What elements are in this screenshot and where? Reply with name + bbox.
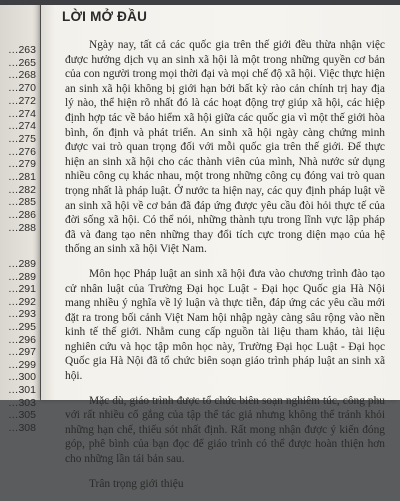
toc-page-number: …289 [7,258,36,270]
toc-page-number: …300 [7,371,36,384]
toc-page-number: …305 [7,409,36,422]
page-heading: LỜI MỞ ĐẦU [62,9,148,24]
toc-page-number: …288 [7,221,36,234]
toc-page-number: …263 [7,44,36,56]
toc-page-number: …272 [7,94,36,107]
paragraph-signoff: Trân trọng giới thiệu [89,477,184,490]
toc-page-number: …308 [7,421,36,434]
toc-page-number: …281 [7,171,36,183]
toc-page-number: …301 [7,384,36,396]
toc-page-number: …279 [7,158,36,171]
paragraph-intro: Ngày nay, tất cả các quốc gia trên thế giới đều thừa nhận việc được hưởng dịch vụ an sinh xã hội là một trong những quyền cơ bản của con người trong mọi thời đại và mọi chế độ xã hội. Việc thực hiện an sinh xã hội không bị giới hạn bởi bất kỳ rào cản chính trị hay địa lý nào, thể hiện rõ nhất đó là các hoạt động trợ giúp xã hội, các hiệp định hợp tác về bảo hiểm xã hội giữa các quốc gia vì một thế giới hòa bình, ổn định và phát triển. An sinh xã hội ngày càng chứng minh được vai trò quan trọng đối với mỗi quốc gia trên thế giới. Để thực hiện an sinh xã hội cho các thành viên của mình, Nhà nước sử dụng nhiều công cụ khác nhau, một trong những công cụ đóng vai trò quan trọng nhất là pháp luật. Ở nước ta hiện nay, các quy định pháp luật về an sinh xã hội về cơ bản đã đáp ứng được yêu cầu đòi hỏi thực tế của đời sống xã hội. Có thể nói, những thành tựu trong lĩnh vực lập pháp đã và đang tạo nên những thay đổi tích cực trong diện mạo của hệ thống an sinh xã hội Việt Nam. [65,39,385,256]
toc-page-number: …270 [7,82,36,95]
toc-page-number: …289 [7,270,36,283]
book-page [41,0,400,490]
toc-page-number: …293 [7,308,36,321]
toc-page-number: …296 [7,333,36,346]
toc-page-number: …275 [7,132,36,145]
toc-page-number: …274 [7,107,36,120]
toc-page-number: …292 [7,295,36,308]
toc-page-number: …303 [7,396,36,409]
paragraph-course: Môn học Pháp luật an sinh xã hội đưa vào chương trình đào tạo cử nhân luật của Trường Đại học Luật - Đại học Quốc gia Hà Nội mang nhiều ý nghĩa về lý luận và thực tiễn, đáp ứng các yêu cầu mới đặt ra trong bối cảnh Việt Nam hội nhập ngày càng sâu rộng vào nền kinh tế thế giới. Nhằm cung cấp nguồn tài liệu tham khảo, tài liệu nghiên cứu và học tập môn học này, Trường Đại học Luật - Đại học Quốc gia Hà Nội đã tổ chức biên soạn giáo trình pháp luật an sinh xã hội. [65,267,385,383]
body-text [65,38,385,501]
previous-page-edge [0,0,40,434]
toc-page-number: …276 [7,145,36,158]
toc-page-number: …265 [7,56,36,69]
toc-page-number: …299 [7,358,36,371]
toc-page-number: …286 [7,209,36,222]
toc-page-number: …295 [7,321,36,333]
toc-page-number: …268 [7,69,36,82]
paragraph-closing: Mặc dù, giáo trình được tổ chức biên soạn nghiêm túc, công phu với rất nhiều cố gắng của tập thể tác giả nhưng không thể tránh khỏi những hạn chế, thiếu sót nhất định. Rất mong nhận được ý kiến đóng góp, phê bình của bạn đọc để giáo trình có thể được hoàn thiện hơn cho những lần tái bản sau. [65,394,385,466]
toc-page-number: …282 [7,183,36,196]
toc-page-number: …274 [7,120,36,133]
toc-page-number: …297 [7,346,36,359]
top-shadow-edge [0,0,400,5]
toc-page-number: …291 [7,283,36,296]
toc-page-number: …285 [7,196,36,209]
